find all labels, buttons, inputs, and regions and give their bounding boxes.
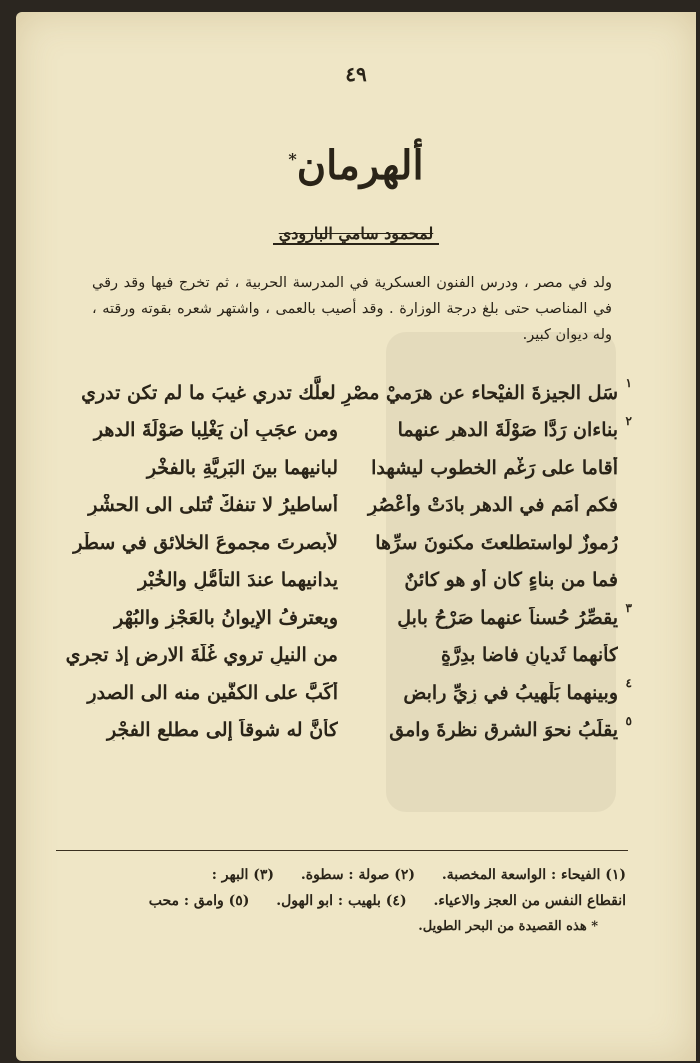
title-footnote-mark: * [288, 149, 297, 169]
verse-first-hemistich: فكم أُمَمٍ في الدهر بادَتْ وأعْصُرٍ [367, 494, 618, 517]
footnote-line [56, 862, 626, 888]
verse-footnote-mark: ١ [625, 376, 632, 390]
verse-7 [58, 599, 632, 637]
verse-first-hemistich: وبينهما بَلْهِيبُ في زِيِّ رابضٍ [403, 681, 618, 704]
verse-second-hemistich: ومن عجَبٍ أن يَغْلِبا صَوْلَةَ الدهرِ [93, 419, 338, 442]
verse-second-hemistich: أساطيرُ لا تنفكُّ تُتلى الى الحشْرِ [88, 494, 338, 517]
meter-note: * هذه القصيدة من البحر الطويل. [418, 919, 598, 934]
verse-second-hemistich: يدانيهما عندَ التأمُّلِ والخُبْرِ [138, 569, 338, 592]
page-number: ٤٩ [345, 62, 367, 86]
verse-full-line: سَل الجيزةَ الفيْحاء عن هرَميْ مصْرِ لعلَّك تدري غيبَ ما لم تكن تدري [81, 381, 618, 404]
verse-8 [58, 637, 618, 675]
verse-second-hemistich: لبانيهما بينَ البَرِيَّةِ بالفخْرِ [146, 456, 338, 479]
verse-second-hemistich: من النيلِ تروي غُلَّةَ الارضِ إذ تجري [65, 644, 338, 667]
poem-title-text: ألهرمان [296, 142, 424, 189]
verse-first-hemistich: يقصِّرُ حُسناً عنهما صَرْحُ بابلٍ [397, 606, 618, 629]
poem-title [16, 142, 696, 189]
author-bio: ولد في مصر ، ودرس الفنون العسكرية في المدرسة الحربية ، ثم تخرج فيها وقد رقي في المناصب حتى بلغ درجة الوزارة . وقد أصيب بالعمى ، واشتهر شعره بقوته ورقته ، وله ديوان كبير. [92, 275, 613, 343]
verse-footnote-mark: ٢ [625, 413, 632, 428]
author-name: لمحمود سامي البارودي [273, 224, 440, 245]
footnote-3-cont: انقطاع النفس من العجز والاعياء. [433, 893, 626, 909]
verse-3 [58, 449, 618, 487]
verse-6 [58, 562, 618, 600]
verse-10 [58, 712, 632, 750]
footnote-divider [56, 850, 628, 851]
verse-9 [58, 674, 632, 712]
verse-second-hemistich: كأنَّ له شوقاً إلى مطلعِ الفجْرِ [107, 719, 338, 742]
verse-1 [58, 374, 632, 412]
verse-first-hemistich: أقاما على رَغْمِ الخطوب ليشهدا [371, 456, 618, 479]
verse-second-hemistich: ويعترفُ الإيوانُ بالعَجْزِ والبُهْرِ [114, 606, 338, 629]
verse-4 [58, 487, 618, 525]
verse-first-hemistich: فما من بناءٍ كان أو هو كائنٌ [404, 569, 618, 592]
verse-second-hemistich: لأبصرتَ مجموعَ الخلائقِ في سطْرِ [73, 531, 338, 554]
footnote-2: (٢) صولة : سطوة. [300, 867, 416, 883]
verse-footnote-mark: ٤ [625, 676, 632, 690]
verse-5 [58, 524, 618, 562]
book-page [16, 12, 696, 1061]
verse-first-hemistich: يقلِّبُ نحوَ الشرقِ نظرةَ وامقٍ [389, 719, 618, 742]
verse-footnote-mark: ٣ [625, 601, 632, 615]
verse-first-hemistich: كأنهما ثَديانِ فاضا بدِرَّةٍ [441, 644, 618, 667]
footnotes [56, 862, 626, 940]
footnote-3: (٣) البهر : [211, 867, 275, 883]
footnote-line [56, 888, 626, 914]
verse-2 [58, 412, 632, 450]
footnote-4: (٤) بلهيب : ابو الهول. [276, 893, 407, 909]
verse-second-hemistich: أكَبَّ على الكفَّينِ منه الى الصدرِ [87, 681, 338, 704]
poem-verses [58, 374, 632, 749]
footnote-5: (٥) وامق : محب [148, 893, 250, 909]
poem-author [16, 224, 696, 245]
footnote-1: (١) الفيحاء : الواسعة المخصبة. [441, 867, 626, 883]
verse-first-hemistich: بناءان رَدَّا صَوْلَةَ الدهرِ عنهما [397, 419, 618, 442]
verse-first-hemistich: رُموزٌ لواستطلعتَ مكنونَ سرِّها [375, 531, 618, 554]
verse-footnote-mark: ٥ [625, 713, 632, 728]
